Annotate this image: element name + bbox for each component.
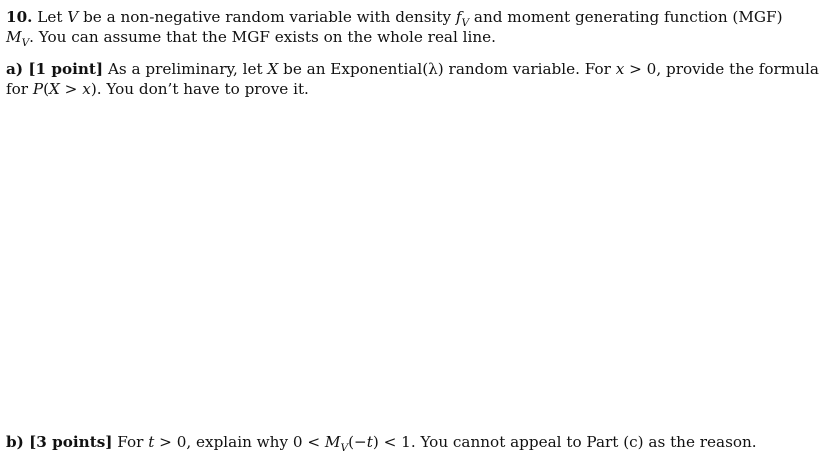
math-subscript: V — [461, 17, 470, 29]
problem-statement-line-1 — [6, 7, 783, 29]
part-a-line-1 — [6, 59, 819, 79]
part-b-line-1 — [6, 432, 757, 454]
text-segment: Let — [32, 8, 68, 26]
math-variable: X — [49, 80, 60, 98]
text-segment: As a preliminary, let — [103, 60, 268, 78]
math-subscript: V — [340, 442, 349, 454]
text-segment: > 0, provide the formula — [624, 60, 819, 78]
math-variable: x — [615, 60, 625, 78]
text-segment: For — [112, 433, 149, 451]
math-variable: M — [324, 433, 341, 451]
math-variable: V — [67, 8, 79, 26]
part-a-label: a) [1 point] — [6, 60, 104, 78]
part-a-line-2 — [6, 79, 309, 99]
math-variable: P — [32, 80, 44, 98]
math-variable: t — [366, 433, 373, 451]
math-variable: f — [455, 8, 462, 26]
text-segment: for — [6, 80, 33, 98]
text-segment: . You can assume that the MGF exists on the whole real line. — [29, 28, 496, 46]
math-variable: x — [82, 80, 91, 98]
text-segment: ). You don’t have to prove it. — [90, 80, 309, 98]
math-subscript: V — [21, 37, 30, 49]
problem-statement-line-2 — [6, 27, 496, 49]
text-segment: be a non-negative random variable with density — [78, 8, 456, 26]
problem-number: 10. — [6, 8, 33, 26]
math-variable: X — [267, 60, 279, 78]
text-segment: be an Exponential(λ) random variable. For — [278, 60, 616, 78]
text-segment: ( — [43, 80, 50, 98]
math-variable: M — [6, 28, 22, 46]
text-segment: > — [59, 80, 83, 98]
text-segment: > 0, explain why 0 < — [154, 433, 325, 451]
math-variable: t — [148, 433, 155, 451]
text-segment: ) < 1. You cannot appeal to Part (c) as the reason. — [372, 433, 757, 451]
part-b-label: b) [3 points] — [6, 433, 113, 451]
text-segment: and moment generating function (MGF) — [469, 8, 783, 26]
text-segment: (− — [348, 433, 367, 451]
